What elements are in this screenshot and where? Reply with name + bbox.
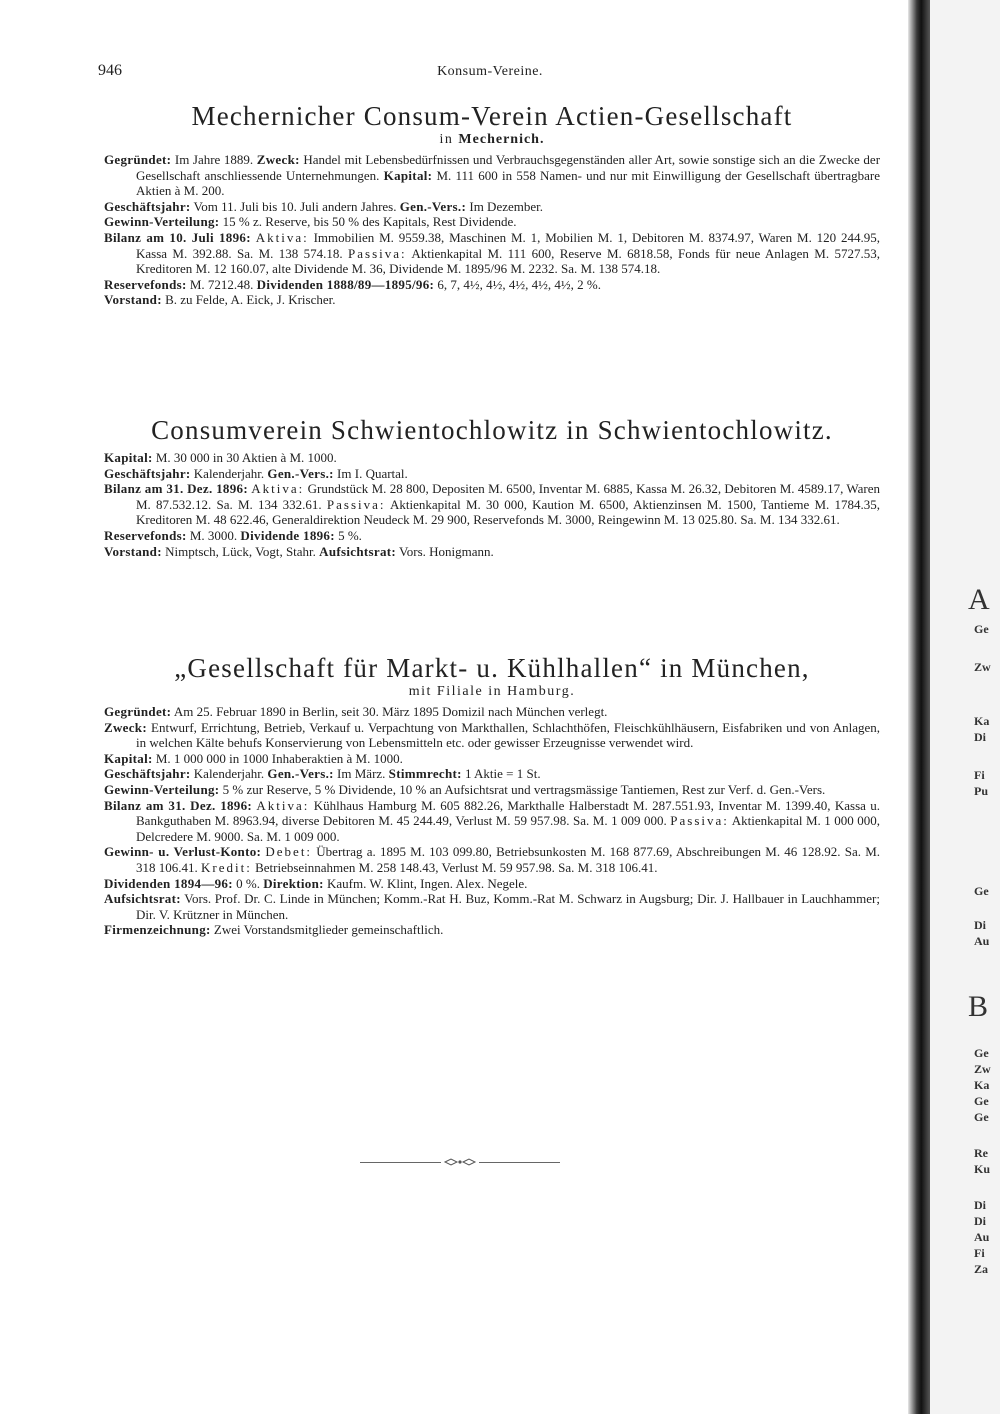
next-page-fragment: Pu — [974, 784, 989, 798]
next-page-fragment: Di — [974, 730, 986, 744]
field-label: Reservefonds: — [104, 276, 187, 292]
next-page-fragment: Ge — [974, 622, 989, 636]
field-label: Zweck: — [104, 719, 147, 735]
next-page-fragment: Ge — [974, 884, 989, 898]
field-label: Geschäftsjahr: — [104, 766, 191, 782]
field-label: Dividenden 1888/89—1895/96: — [256, 276, 435, 292]
next-page-fragment: Ge — [974, 1094, 989, 1108]
next-page-fragment: Au — [974, 1230, 990, 1244]
next-page-fragment: Za — [974, 1262, 989, 1276]
field-text: 15 % z. Reserve, bis 50 % des Kapitals, Rest Dividende. — [222, 214, 517, 230]
field-subhead: Passiva: — [326, 496, 386, 512]
field-label: Gewinn- u. Verlust-Konto: — [104, 844, 262, 860]
next-page-fragment: Ka — [974, 714, 990, 728]
field-label: Stimmrecht: — [388, 766, 462, 782]
field-label: Aufsichtsrat: — [319, 543, 397, 559]
field-label: Bilanz am 31. Dez. 1896: — [104, 481, 248, 497]
field-subhead: Aktiva: — [256, 797, 310, 813]
field-paragraph — [104, 891, 880, 922]
field-label: Dividende 1896: — [240, 527, 335, 543]
next-page-fragment: A — [968, 583, 990, 616]
field-text: Vors. Prof. Dr. C. Linde in München; Komm.-Rat H. Buz, Komm.-Rat M. Schwarz in Augsburg; Dir. J. Hallbauer in Lauchhammer; Dir. V. Krützner in München. — [136, 891, 880, 922]
field-label: Geschäftsjahr: — [104, 198, 191, 214]
next-page-fragment: B — [968, 990, 989, 1023]
field-label: Dividenden 1894—96: — [104, 875, 233, 891]
field-text: Immobilien M. 9559.38, Maschinen M. 1, Mobilien M. 1, Debitoren M. 8374.97, Waren M. 120 244.95, Kassa M. 392.88. Sa. M. 138 574.18. — [136, 229, 881, 261]
field-label: Gen.-Vers.: — [267, 465, 334, 481]
field-label: Vorstand: — [104, 292, 162, 308]
field-text: Grundstück M. 28 800, Depositen M. 6500, Inventar M. 6885, Kassa M. 26.32, Debitoren M. 4589.17, Waren M. 87.532.12. Sa. M. 134 332.61. — [136, 481, 881, 512]
next-page-fragment: Fi — [974, 768, 985, 782]
field-text: Übertrag a. 1895 M. 103 099.80, Betriebsunkosten M. 168 877.69, Abschreibungen M. 46 128.92. Sa. M. 318 106.41. — [136, 844, 881, 875]
field-text: Aktienkapital M. 1 000 000, Delcredere M. 9000. Sa. M. 1 009 000. — [136, 813, 880, 844]
field-label: Geschäftsjahr: — [104, 465, 191, 481]
field-label: Kapital: — [104, 750, 153, 766]
field-paragraph — [104, 704, 880, 720]
field-paragraph — [104, 199, 880, 215]
field-text: Zwei Vorstandsmitglieder gemeinschaftlich. — [213, 922, 444, 938]
field-paragraph — [104, 844, 880, 875]
field-text: 1 Aktie = 1 St. — [465, 766, 541, 782]
field-paragraph — [104, 876, 880, 892]
field-text: M. 30 000 in 30 Aktien à M. 1000. — [155, 450, 337, 465]
entry-markt-kuehlhallen — [104, 652, 880, 938]
field-text: Betriebseinnahmen M. 258 148.43, Verlust M. 59 957.98. Sa. M. 318 106.41. — [255, 859, 658, 875]
separator-line — [479, 1162, 560, 1163]
field-label: Kapital: — [104, 450, 153, 465]
field-subhead: Aktiva: — [255, 229, 309, 245]
field-text: Im Dezember. — [469, 198, 543, 214]
field-text: Aktienkapital M. 111 600, Reserve M. 6818.58, Fonds für neue Anlagen M. 5727.53, Kreditoren M. 12 160.07, alte Dividende M. 36, Dividende M. 1895/96 M. 2232. Sa. M. 138 574.18. — [136, 245, 880, 277]
field-label: Vorstand: — [104, 543, 162, 559]
field-text: Am 25. Februar 1890 in Berlin, seit 30. März 1895 Domizil nach München verlegt. — [173, 704, 608, 719]
field-label: Aufsichtsrat: — [104, 891, 181, 907]
field-subhead: Passiva: — [348, 245, 407, 261]
field-label: Gen.-Vers.: — [267, 766, 334, 782]
field-label: Bilanz am 31. Dez. 1896: — [104, 797, 253, 813]
running-header: Konsum-Vereine. — [437, 64, 543, 79]
field-paragraph — [104, 292, 880, 308]
field-paragraph — [104, 277, 880, 293]
section-separator — [360, 1158, 560, 1166]
entry-mechernicher — [104, 100, 880, 308]
field-text: Im I. Quartal. — [337, 465, 408, 481]
next-page-fragment: Zw — [974, 660, 991, 674]
subtitle-prefix: in — [439, 132, 454, 147]
next-page-fragment: Zw — [974, 1062, 991, 1076]
field-label: Direktion: — [263, 875, 324, 891]
book-gutter — [908, 0, 930, 1414]
ornament-icon — [443, 1158, 477, 1166]
subtitle-place: Mechernich. — [458, 132, 545, 147]
entry-title: „Gesellschaft für Markt- u. Kühlhallen“ in München, — [174, 653, 810, 683]
field-paragraph — [104, 214, 880, 230]
field-paragraph — [104, 230, 880, 277]
field-paragraph — [104, 152, 880, 199]
field-paragraph — [104, 720, 880, 751]
next-page-fragment: Di — [974, 1214, 986, 1228]
field-text: M. 3000. — [189, 527, 238, 543]
next-page-fragment: Ge — [974, 1110, 989, 1124]
next-page-fragment: Au — [974, 934, 990, 948]
field-paragraph — [104, 466, 880, 482]
field-text: Im Jahre 1889. — [174, 152, 254, 167]
next-page-fragment: Re — [974, 1146, 988, 1160]
field-text: M. 111 600 in 558 Namen- und nur mit Einwilligung der Gesellschaft übertragbare Aktien à M. 200. — [136, 167, 880, 199]
next-page-fragment: Fi — [974, 1246, 985, 1260]
field-text: Kalenderjahr. — [193, 766, 265, 782]
entry-subtitle: mit Filiale in Hamburg. — [408, 684, 576, 699]
field-paragraph — [104, 528, 880, 544]
field-label: Gen.-Vers.: — [399, 198, 467, 214]
field-label: Kapital: — [383, 167, 433, 183]
field-paragraph — [104, 481, 880, 528]
entry-title: Mechernicher Consum-Verein Actien-Gesellschaft — [191, 101, 793, 131]
entry-subtitle — [104, 132, 880, 148]
field-paragraph — [104, 544, 880, 560]
entry-body — [104, 152, 880, 308]
field-paragraph — [104, 766, 880, 782]
field-label: Firmenzeichnung: — [104, 922, 211, 938]
field-paragraph — [104, 751, 880, 767]
field-text: Im März. — [337, 766, 386, 782]
field-label: Bilanz am 10. Juli 1896: — [104, 229, 251, 245]
next-page-fragment: Ka — [974, 1078, 990, 1092]
next-page-fragment: Di — [974, 1198, 986, 1212]
field-label: Reservefonds: — [104, 527, 187, 543]
field-label: Gegründet: — [104, 704, 172, 719]
field-subhead: Kredit: — [201, 859, 252, 875]
field-paragraph — [104, 922, 880, 938]
field-subhead: Aktiva: — [251, 481, 305, 497]
field-text: Vom 11. Juli bis 10. Juli andern Jahres. — [193, 198, 397, 214]
next-page-fragment: Ku — [974, 1162, 991, 1176]
field-label: Gegründet: — [104, 152, 172, 167]
field-label: Gewinn-Verteilung: — [104, 781, 220, 797]
field-subhead: Passiva: — [670, 813, 729, 829]
field-subhead: Debet: — [265, 844, 313, 860]
field-text: Kaufm. W. Klint, Ingen. Alex. Negele. — [327, 875, 528, 891]
field-text: Handel mit Lebensbedürfnissen und Verbrauchsgegenständen aller Art, sowie sonstige sich an die Zwecke der Gesellschaft anschliessende Unternehmungen. — [136, 152, 881, 183]
field-paragraph — [104, 782, 880, 798]
field-text: 6, 7, 4½, 4½, 4½, 4½, 4½, 2 %. — [437, 276, 601, 292]
field-label: Zweck: — [256, 152, 300, 167]
field-label: Gewinn-Verteilung: — [104, 214, 220, 230]
field-text: Kühlhaus Hamburg M. 605 882.26, Markthalle Halberstadt M. 287.551.93, Inventar M. 1399.40, Kassa u. Bankguthaben M. 8963.94, diverse Debitoren M. 45 244.49, Verlust M. 59 957.98. Sa. M. 1 009 000. — [136, 797, 881, 829]
next-page-edge — [930, 0, 1000, 1414]
field-text: 5 % zur Reserve, 5 % Dividende, 10 % an Aufsichtsrat und vertragsmässige Tantiemen, Rest zur Verf. d. Gen.-Vers. — [222, 781, 826, 797]
separator-line — [360, 1162, 441, 1163]
field-text: 5 %. — [338, 527, 362, 543]
field-text: Kalenderjahr. — [193, 465, 265, 481]
entry-title: Consumverein Schwientochlowitz in Schwientochlowitz. — [151, 415, 833, 445]
field-paragraph — [104, 450, 880, 466]
field-text: M. 7212.48. — [189, 276, 254, 292]
field-text: Vors. Honigmann. — [399, 543, 494, 559]
next-page-fragment: Di — [974, 918, 986, 932]
field-text: Aktienkapital M. 30 000, Kaution M. 6500, Aktienzinsen M. 1500, Tantieme M. 1784.35, Kreditoren M. 48 622.46, Generaldirektion Neudeck M. 29 900, Reservefonds M. 3000, Reingewinn M. 13 025.80. Sa. M. 134 332.61. — [136, 496, 880, 528]
next-page-fragment: Ge — [974, 1046, 989, 1060]
entry-body — [104, 704, 880, 938]
field-text: 0 %. — [236, 875, 260, 891]
entry-schwientochlowitz — [104, 414, 880, 559]
field-text: Entwurf, Errichtung, Betrieb, Verkauf u. Verpachtung von Markthallen, Schlachthöfen, Fleischkühlhäusern, Eisfabriken und von Anlagen, in welchen Kälte behufs Konservierung von Lebensmitteln etc. oder gewisser Erzeugnisse verwendet wird. — [136, 719, 880, 751]
field-text: M. 1 000 000 in 1000 Inhaberaktien à M. 1000. — [155, 750, 403, 766]
entry-body — [104, 450, 880, 559]
field-text: Nimptsch, Lück, Vogt, Stahr. — [165, 543, 316, 559]
field-paragraph — [104, 798, 880, 845]
page-number: 946 — [98, 62, 122, 79]
field-text: B. zu Felde, A. Eick, J. Krischer. — [165, 292, 336, 308]
